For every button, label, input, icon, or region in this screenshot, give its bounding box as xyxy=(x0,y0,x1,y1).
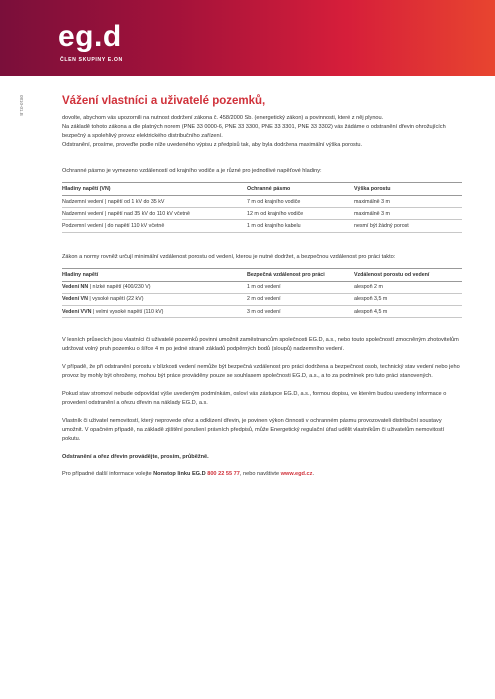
page-title: Vážení vlastníci a uživatelé pozemků, xyxy=(62,95,266,107)
website-link[interactable]: www.egd.cz xyxy=(280,471,313,478)
table-cell: 12 m od krajního vodiče xyxy=(247,208,354,220)
contact-end: . xyxy=(312,471,314,478)
table2-intro: Zákon a normy rovněž určují minimální vzdálenost porostu od vedení, kterou je nutné dodržet, a bezpečnou vzdálenost pro práci takto: xyxy=(62,253,396,260)
table-cell xyxy=(62,305,247,317)
logo-subtitle: ČLEN SKUPINY E.ON xyxy=(60,57,123,63)
table-cell: alespoň 3,5 m xyxy=(354,293,462,305)
table-row xyxy=(62,196,462,208)
contact-middle: , nebo navštivte xyxy=(239,471,281,478)
table-row xyxy=(62,281,462,293)
table-cell: 3 m od vedení xyxy=(247,305,354,317)
table-row xyxy=(62,305,462,317)
voltage-level-label: Vedení VVN xyxy=(62,308,92,315)
safe-distance-table xyxy=(62,268,462,319)
table1-intro: Ochranné pásmo je vymezeno vzdáleností od krajního vodiče a je různé pro jednotlivé napěťové hladiny: xyxy=(62,168,322,174)
hotline-phone[interactable]: 800 22 55 77 xyxy=(207,471,240,478)
column-header: Vzdálenost porostu od vedení xyxy=(354,268,462,281)
column-header: Hladiny napětí (VN) xyxy=(62,183,247,196)
table-cell: Podzemní vedení | do napětí 110 kV včetně xyxy=(62,220,247,232)
closing-text: Odstranění a ořez dřevin provádějte, prosím, průběžně. xyxy=(62,454,209,461)
table-cell: Nadzemní vedení | napětí nad 35 kV do 110 kV včetně xyxy=(62,208,247,220)
egd-logo: eg.d xyxy=(58,20,122,53)
column-header: Bezpečná vzdálenost pro práci xyxy=(247,268,354,281)
hotline-label: Nonstop linku EG.D xyxy=(153,471,206,478)
letter-body xyxy=(62,95,462,479)
table-cell xyxy=(62,293,247,305)
voltage-level-detail: | nízké napětí (400/230 V) xyxy=(88,284,151,291)
closing-line xyxy=(62,453,462,462)
table-header-row xyxy=(62,183,462,196)
intro-paragraph-3: Odstranění, prosíme, proveďte podle níže uvedeného výpisu z předpisů tak, aby byla dodržena maximální výška porostu. xyxy=(62,142,363,148)
table-cell: Nadzemní vedení | napětí od 1 kV do 35 kV xyxy=(62,196,247,208)
contact-prefix: Pro případné další informace volejte xyxy=(62,471,154,478)
voltage-level-detail: | velmi vysoké napětí (110 kV) xyxy=(91,308,164,315)
column-header: Ochranné pásmo xyxy=(247,183,354,196)
table-cell: 7 m od krajního vodiče xyxy=(247,196,354,208)
intro-paragraph-1: dovolte, abychom vás upozornili na nutnost dodržení zákona č. 458/2000 Sb. (energetický zákon) a povinnosti, které z něj plynou. xyxy=(62,115,384,121)
voltage-level-detail: | vysoké napětí (22 kV) xyxy=(87,296,144,303)
brand-header xyxy=(0,0,495,76)
column-header: Výška porostu xyxy=(354,183,462,196)
table-cell: 2 m od vedení xyxy=(247,293,354,305)
table-cell: maximálně 3 m xyxy=(354,208,462,220)
table-cell: alespoň 4,5 m xyxy=(354,305,462,317)
table-cell: nesmí být žádný porost xyxy=(354,220,462,232)
body-paragraph: Pokud stav stromoví nebude odpovídat výše uvedeným podmínkám, osloví vás zástupce EG.D, a.s., formou dopisu, ve kterém budou uvedeny informace o provedení odstranění a ořezu dřevin na náklady EG.D, a.s. xyxy=(62,391,447,407)
voltage-level-label: Vedení VN xyxy=(62,296,88,303)
body-paragraph: V případě, že při odstranění porostu v blízkosti vedení nemůže být bezpečná vzdálenost pro práci dodržena a bezpečnost osob, technický stav vedení nebo jeho provoz by mohly být ohroženy, mohou být práce prováděny pouze se souhlasem společnosti EG.D, a.s., a to za podmínek pro tuto práci stanovených. xyxy=(62,364,460,380)
voltage-level-label: Vedení NN xyxy=(62,284,89,291)
table-cell: alespoň 2 m xyxy=(354,281,462,293)
body-paragraph: Vlastník či uživatel nemovitostí, který neprovede ořez a odklizení dřevin, je povinen výkon činnosti v ochranném pásmu provozovateli distribuční soustavy umožnit. V opačném případě, na základě zjištění porušení právních předpisů, může Energetický regulační úřad udělit vlastníkům či uživatelům nemovitostí pokutu. xyxy=(62,418,445,443)
table-row xyxy=(62,293,462,305)
document-code: 0810-01.B xyxy=(19,95,24,116)
table-row xyxy=(62,208,462,220)
table-row xyxy=(62,220,462,232)
table-cell xyxy=(62,281,247,293)
intro-paragraph-2: Na základě tohoto zákona a dle platných norem (PNE 33 0000-6, PNE 33 3300, PNE 33 3301, PNE 33 3302) vás žádáme o odstranění dřevin ohrožujících bezpečný a spolehlivý provoz elektrického distribučního zařízení. xyxy=(62,124,446,139)
column-header: Hladiny napětí xyxy=(62,268,247,281)
table-cell: 1 m od vedení xyxy=(247,281,354,293)
table-cell: maximálně 3 m xyxy=(354,196,462,208)
protection-zone-table xyxy=(62,182,462,233)
table-header-row xyxy=(62,268,462,281)
table-cell: 1 m od krajního kabelu xyxy=(247,220,354,232)
body-paragraph: V lesních průsecích jsou vlastníci či uživatelé pozemků povinni umožnit zaměstnancům společnosti EG.D, a.s., nebo touto společností zmocněným zhotovitelům udržovat volný pruh pozemku o šířce 4 m po jedné straně základů podpěrných bodů (sloupů) nadzemního vedení. xyxy=(62,337,459,353)
contact-line xyxy=(62,470,462,479)
